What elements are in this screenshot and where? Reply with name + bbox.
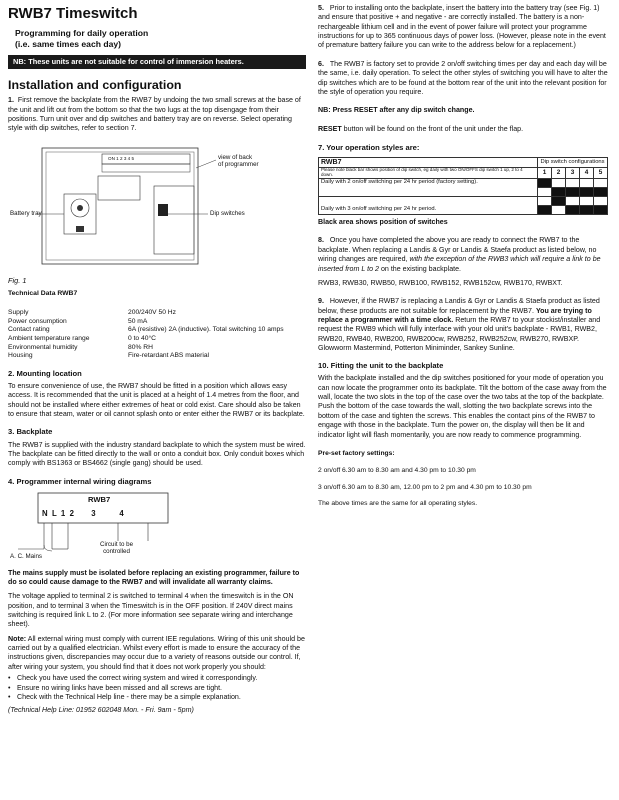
step-1-text: First remove the backplate from the RWB7 by undoing the two small screws at the base of the unit and lift out from the bottom so that the two lugs at the top disengage from their positions. Turn unit over and dip switches and battery tray are on reverse. Select operating style with dip switches, refer to section 7. xyxy=(8,96,301,133)
dip-switch-cell xyxy=(580,197,594,206)
immersion-warning-bar: NB: These units are not suitable for control of immersion heaters. xyxy=(8,55,306,69)
dip-number: 1 xyxy=(538,168,552,179)
tech-row xyxy=(8,344,284,353)
section-5 xyxy=(318,4,612,51)
view-of-back-label: view of back of programmer xyxy=(218,153,259,169)
troubleshooting-item: • Check you have used the correct wiring system and wired it correspondingly. xyxy=(8,674,306,683)
dip-switch-cell xyxy=(594,197,608,206)
circuit-label: Circuit to be controlled xyxy=(100,540,134,556)
section-8-text-a: Once you have completed the above you are ready to connect the RWB7 to the backplate. When replacing a Landis & Gyr or Landis & Staefa product as listed below, no wiring changes are required, xyxy=(318,236,597,264)
tech-key: Supply xyxy=(8,308,29,316)
dip-switch-cell xyxy=(552,197,566,206)
dip-number: 5 xyxy=(594,168,608,179)
reset-text: button will be found on the front of the unit under the flap. xyxy=(341,124,524,133)
troubleshooting-list xyxy=(8,674,306,702)
tech-value: 0 to 40°C xyxy=(128,334,156,342)
dip-row-2-onoff: Daily with 2 on/off switching per 24 hr period (factory setting). xyxy=(319,179,538,197)
section-9-bold: You are trying to replace a programmer with a time clock. xyxy=(318,306,592,324)
tech-row xyxy=(8,309,284,318)
document-title: RWB7 Timeswitch xyxy=(8,5,138,22)
dip-table-note: Please note black bar shows position of dip switch, eg daily with two ON/OFFS dip switch 1 up, 2 to 4 down. xyxy=(319,168,538,179)
subtitle-line-1: Programming for daily operation xyxy=(15,27,149,38)
tech-value: 200/240V 50 Hz xyxy=(128,308,176,316)
right-column xyxy=(318,0,612,509)
terminal-labels: N L 1 2 3 4 xyxy=(42,508,124,518)
section-2-heading: 2. Mounting location xyxy=(8,369,82,379)
wiring-title: RWB7 xyxy=(88,494,111,504)
preset-settings xyxy=(318,450,612,509)
section-10-text: With the backplate installed and the dip switches positioned for your mode of operation you can now locate the programmer onto its backplate. Tilt the bottom of the case away from the wall, locate the two slots in the top of the case over the two tabs at the top of the backplate. Push the bottom of the case towards the wall, slotting the two backplate screws into the bottom of the case and tighten the screws. This enables the contact pins of the RWB7 to engage with those in the backplate. Turn the power on, the display will then be lit and indicator light will flash momentarily, you are now ready to commence programming. xyxy=(318,374,607,439)
figure-caption: Fig. 1 xyxy=(8,275,27,285)
dip-switch-cell xyxy=(594,179,608,188)
section-5-number: 5. xyxy=(318,4,324,12)
ac-mains-label: A. C. Mains xyxy=(10,552,42,560)
compatible-models: RWB3, RWB30, RWB50, RWB100, RWB152, RWB152cw, RWB170, RWBXT. xyxy=(318,278,563,287)
dip-switch-cell xyxy=(538,206,552,215)
dip-table-title: RWB7 xyxy=(319,157,538,167)
tech-row xyxy=(8,335,284,344)
battery-tray-label: Battery tray xyxy=(10,209,42,217)
left-column xyxy=(8,0,306,716)
wiring-diagram xyxy=(8,491,306,567)
reset-word: RESET xyxy=(318,124,342,133)
tech-value: 50 mA xyxy=(128,317,148,325)
wiring-drawing xyxy=(8,491,306,567)
dip-row-3-onoff: Daily with 3 on/off switching per 24 hr period. xyxy=(319,197,538,215)
preset-heading: Pre-set factory settings: xyxy=(318,449,395,457)
dip-number: 4 xyxy=(580,168,594,179)
mains-isolation-warning: The mains supply must be isolated before replacing an existing programmer, failure to do so could cause damage to the RWB7 and will invalidate all warranty claims. xyxy=(8,568,300,586)
section-6-text: The RWB7 is factory set to provide 2 on/off switching times per day and each day will be the same, i.e. daily operation. To select the other styles of switching you will have to alter the dip switches which are to be found at the bottom rear of the unit into the relevant position for the style of operation you require. xyxy=(318,59,608,96)
dip-switch-markings: ON 1 2 3 4 5 xyxy=(108,155,135,161)
tech-key: Housing xyxy=(8,352,33,360)
reset-paragraph xyxy=(318,125,612,134)
dip-switch-cell xyxy=(566,179,580,188)
tech-value: Fire-retardant ABS material xyxy=(128,352,210,360)
section-9-text-b: Return the RWB7 to your stockist/installer and request the RWB9 which will fully interface with your old unit's backplate - RWB1, RWB2, RWB20, RWB40, RWB200, RWB200cw, RWB252, RWB252cw, RWB270, RWBXP. Glowworm Mastermind, Potterton Miniminder, Sankey Sunline. xyxy=(318,315,601,353)
note-text: All external wiring must comply with current IEE regulations. Wiring of this unit should be carried out by a qualified electrician. Whilst every effort is made to ensure the accuracy of the instructions given, discrepancies may occur due to a variety of reasons outside our control. If, after wiring your system, you should find that it does not work properly you should: xyxy=(8,634,305,671)
note-paragraph xyxy=(8,635,306,672)
figure-1-diagram xyxy=(8,138,306,288)
section-10-heading: 10. Fitting the unit to the backplate xyxy=(318,361,444,371)
dip-switch-cell xyxy=(552,179,566,188)
section-3-text: The RWB7 is supplied with the industry standard backplate to which the system must be wired. The backplate can be fitted directly to the wall or onto a conduit box. Only conduit boxes which comply with BS1363 or BS4662 (single gang) should be used. xyxy=(8,440,306,468)
section-8-text-b: on the existing backplate. xyxy=(379,264,462,273)
terminal-voltage-text: The voltage applied to terminal 2 is switched to terminal 4 when the timeswitch is in the ON position, and to terminal 3 when the Timeswitch is in the OFF position. If 240V direct mains switching is required link L to 2. (For more information see separate wiring and interchange sheet). xyxy=(8,592,294,629)
dip-number: 2 xyxy=(552,168,566,179)
tech-key: Contact rating xyxy=(8,326,50,334)
dip-switch-cell xyxy=(552,188,566,197)
section-6-number: 6. xyxy=(318,59,324,68)
tech-row xyxy=(8,352,284,361)
troubleshooting-item: • Ensure no wiring links have been missed and all screws are tight. xyxy=(8,684,306,693)
dip-switch-cell xyxy=(566,206,580,215)
section-8 xyxy=(318,236,612,273)
installation-heading: Installation and configuration xyxy=(8,78,182,93)
technical-data-title: Technical Data RWB7 xyxy=(8,289,78,297)
dip-table-header: Dip switch configurations xyxy=(538,157,608,167)
section-6 xyxy=(318,60,612,97)
note-label: Note: xyxy=(8,634,27,643)
tech-value: 6A (resistive) 2A (inductive). Total switching 10 amps xyxy=(128,326,284,334)
section-7-heading: 7. Your operation styles are: xyxy=(318,142,420,152)
section-9-number: 9. xyxy=(318,297,324,306)
step-1-number: 1. xyxy=(8,96,14,105)
preset-2-onoff: 2 on/off 6.30 am to 8.30 am and 4.30 pm to 10.30 pm xyxy=(318,466,476,474)
dip-switch-cell xyxy=(552,206,566,215)
preset-3-onoff: 3 on/off 6.30 am to 8.30 am, 12.00 pm to 2 pm and 4.30 pm to 10.30 pm xyxy=(318,483,532,491)
dip-switch-cell xyxy=(580,179,594,188)
tech-key: Ambient temperature range xyxy=(8,334,90,342)
dip-number: 3 xyxy=(566,168,580,179)
subtitle-line-2: (i.e. same times each day) xyxy=(15,38,122,49)
technical-help-line: (Technical Help Line: 01952 602048 Mon. - Fri. 9am - 5pm) xyxy=(8,706,194,715)
dip-switch-table xyxy=(318,157,608,215)
section-4-heading: 4. Programmer internal wiring diagrams xyxy=(8,476,152,486)
dip-switch-cell xyxy=(594,188,608,197)
dip-switch-cell xyxy=(594,206,608,215)
section-8-italic: with the exception of the RWB3 which will require a link to be inserted from L to 2 xyxy=(318,255,601,273)
programmer-back-drawing xyxy=(8,138,306,288)
step-1 xyxy=(8,96,306,133)
tech-row xyxy=(8,318,284,327)
dip-switch-cell xyxy=(538,188,552,197)
section-9-text-a: However, if the RWB7 is replacing a Landis & Gyr or Landis & Staefa product as listed below, these products are not suitable for replacement by the RWB7. xyxy=(318,297,600,315)
dip-switch-cell xyxy=(538,179,552,188)
section-2-text: To ensure convenience of use, the RWB7 should be fitted in a position which allows easy access. It is recommended that the unit is placed at a height of 1.4 metres from the floor, and should not be installed where either extremes of heat or cold exist. Care should also be taken to ensure that steam, water or oil cannot splash onto or enter either the RWB7 or its backplate. xyxy=(8,382,305,419)
dip-switch-cell xyxy=(566,188,580,197)
tech-row xyxy=(8,326,284,335)
dip-switch-cell xyxy=(580,206,594,215)
subtitle xyxy=(15,28,306,49)
section-9 xyxy=(318,297,612,353)
dip-switch-cell xyxy=(538,197,552,206)
tech-key: Environmental humidity xyxy=(8,343,78,351)
dip-switch-cell xyxy=(580,188,594,197)
section-3-heading: 3. Backplate xyxy=(8,427,53,437)
tech-value: 80% RH xyxy=(128,343,153,351)
preset-note: The above times are the same for all operating styles. xyxy=(318,500,478,508)
technical-data-table xyxy=(8,309,284,361)
dip-switches-label: Dip switches xyxy=(210,209,245,217)
reset-nb: NB: Press RESET after any dip switch change. xyxy=(318,106,475,115)
tech-key: Power consumption xyxy=(8,317,67,325)
dip-table-caption: Black area shows position of switches xyxy=(318,218,448,227)
section-5-text: Prior to installing onto the backplate, insert the battery into the battery tray (see Fig. 1) and ensure that positive + and negative - are correctly installed. The battery is a non-rechargeable lithium cell and in the event of power failure will protect your programme instructions for up to 365 continuous days of power loss. (However, please note in the event of premature battery failure you can write to the address below for a replacement.) xyxy=(318,4,606,50)
dip-switch-cell xyxy=(566,197,580,206)
section-8-number: 8. xyxy=(318,236,324,245)
troubleshooting-item: • Check with the Technical Help line - there may be a simple explanation. xyxy=(8,693,306,702)
